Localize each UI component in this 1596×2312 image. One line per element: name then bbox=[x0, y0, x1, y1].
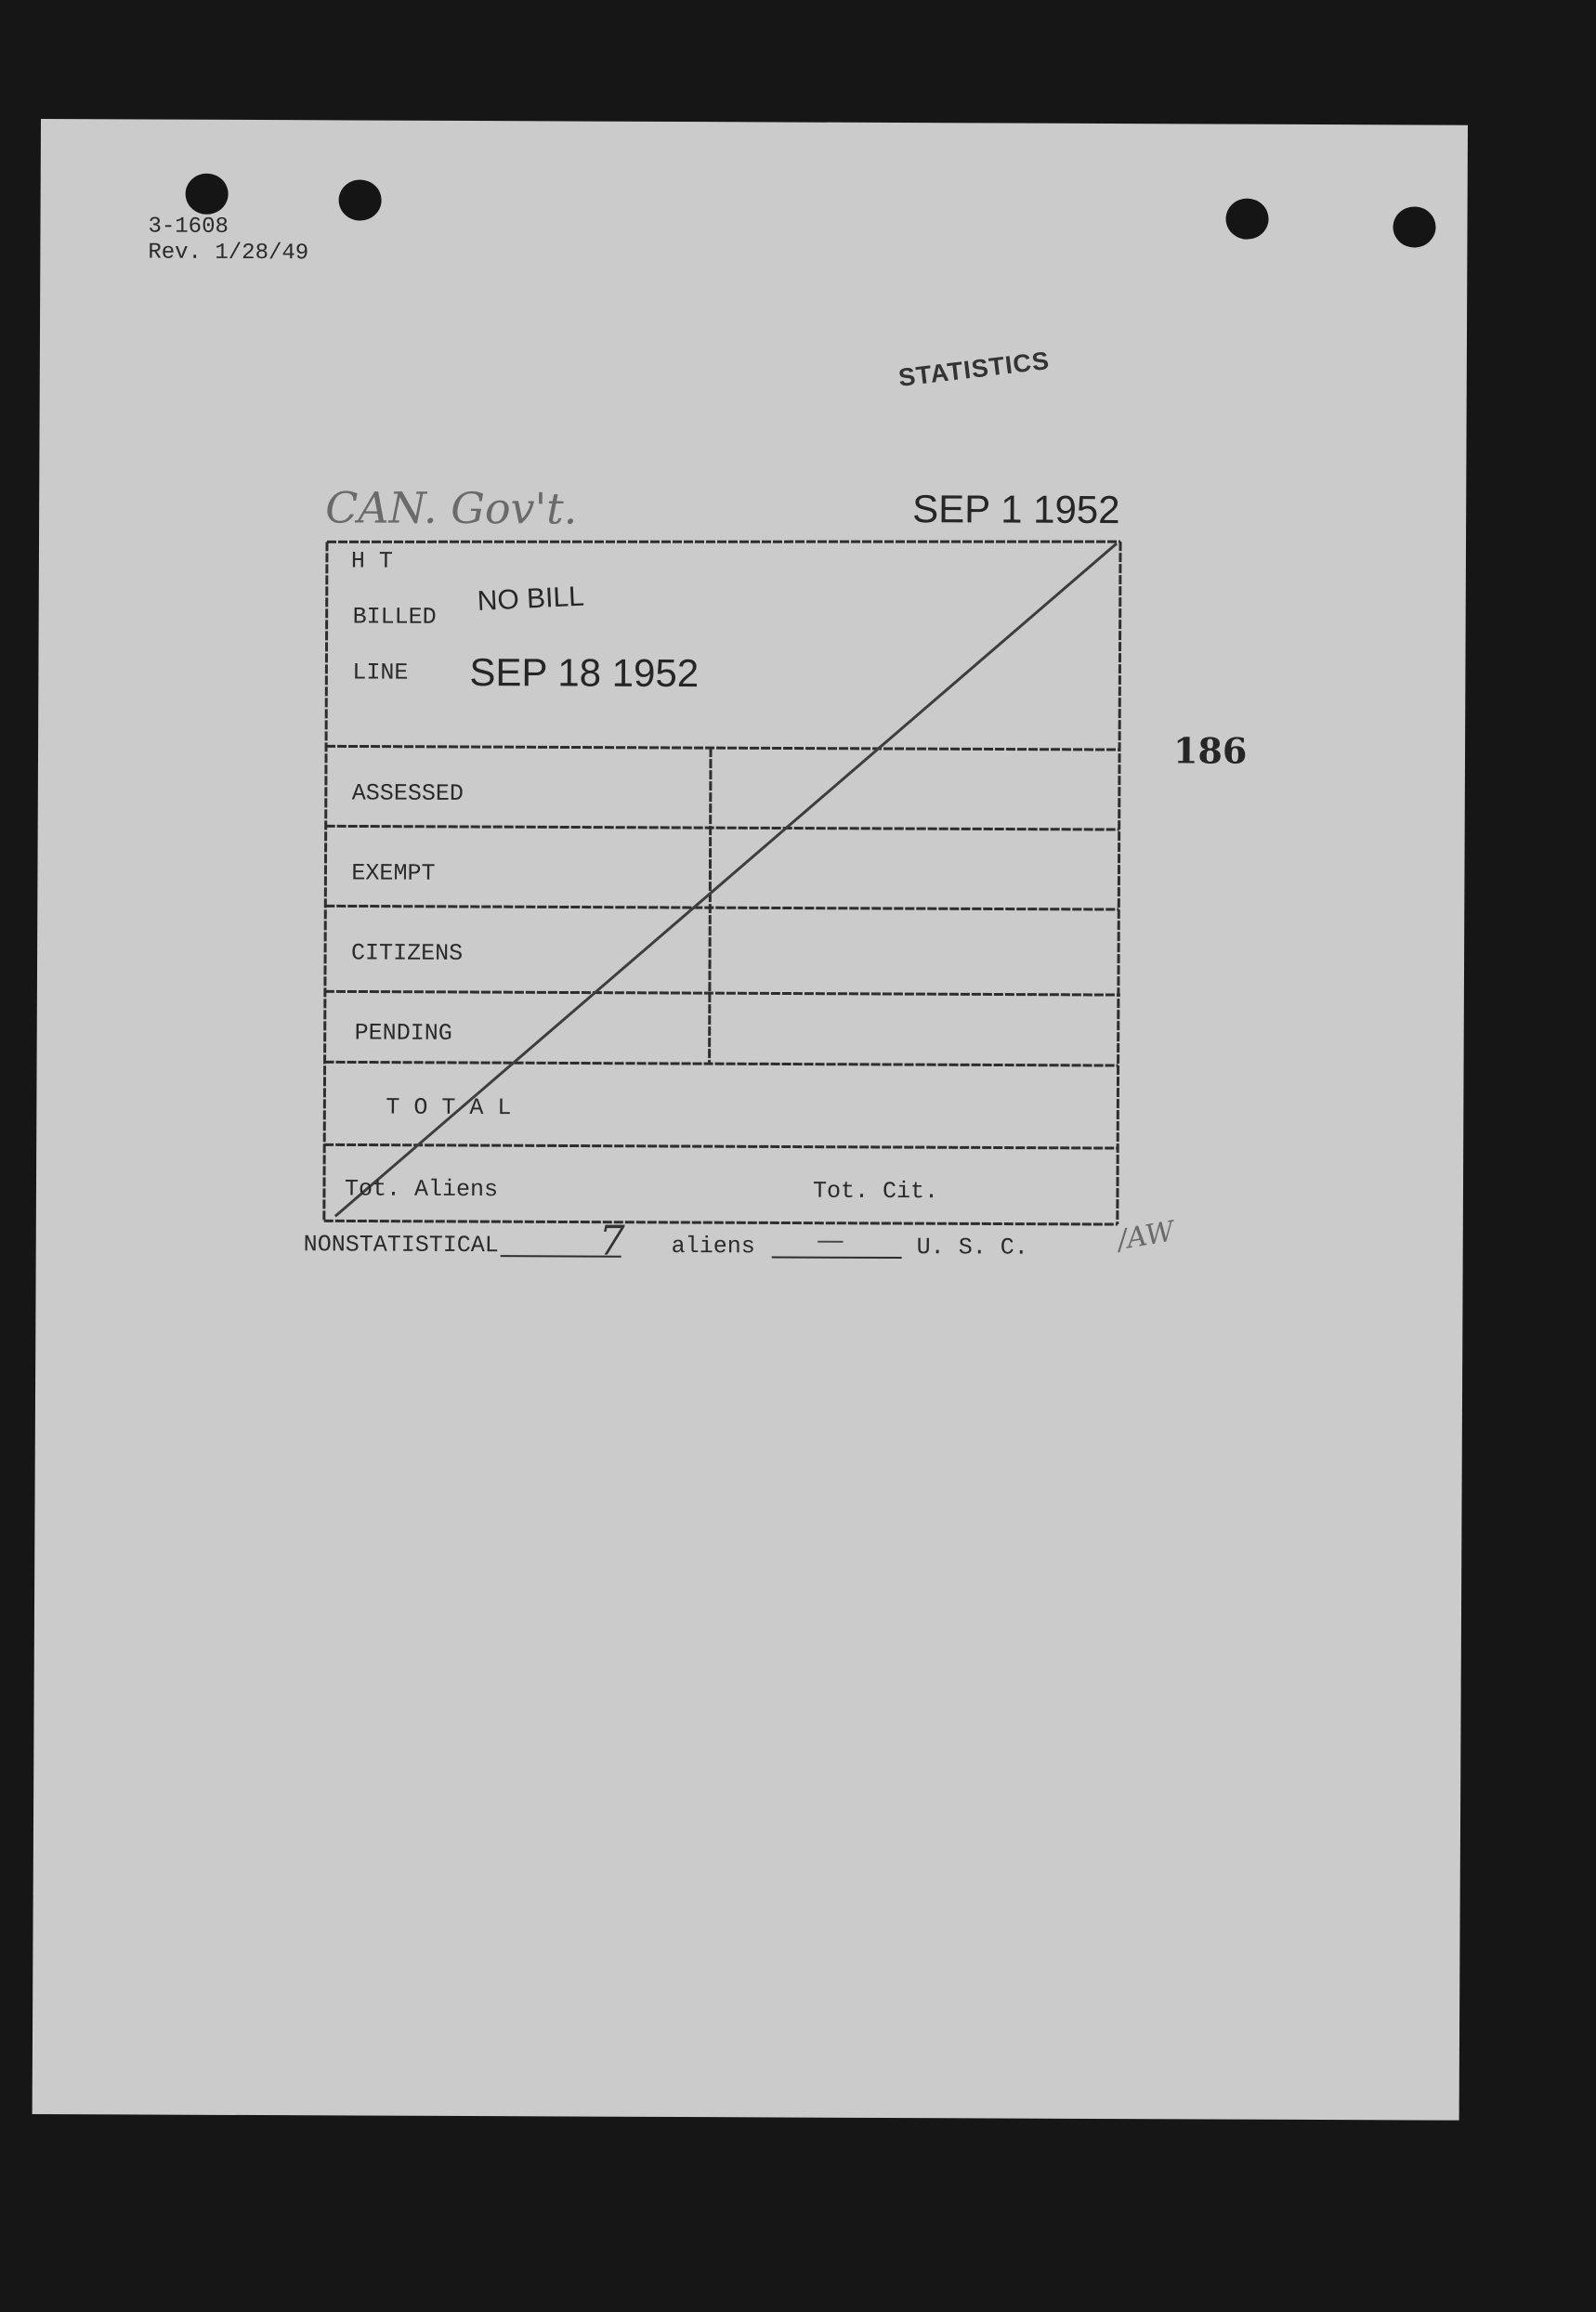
total-citizens-label: Tot. Cit. bbox=[812, 1177, 939, 1206]
form-revision: Rev. 1/28/49 bbox=[148, 240, 309, 267]
handwritten-initials: /AW bbox=[1115, 1215, 1177, 1258]
citizens-label: CITIZENS bbox=[351, 939, 464, 967]
no-bill-stamp: NO BILL bbox=[476, 581, 585, 618]
pending-label: PENDING bbox=[354, 1019, 452, 1047]
line-label: LINE bbox=[352, 659, 409, 686]
date-stamp-top: SEP 1 1952 bbox=[912, 487, 1120, 532]
form-number: 3-1608 bbox=[148, 214, 229, 240]
handwritten-aliens-count: 7 bbox=[598, 1217, 625, 1265]
aliens-label: aliens bbox=[671, 1232, 755, 1260]
usc-label: U. S. C. bbox=[916, 1234, 1028, 1261]
total-aliens-label: Tot. Aliens bbox=[344, 1175, 499, 1204]
page-number-stamp: 186 bbox=[1172, 729, 1248, 772]
total-label: T O T A L bbox=[386, 1093, 512, 1122]
assessed-label: ASSESSED bbox=[351, 779, 464, 807]
handwritten-usc-count: — bbox=[816, 1223, 844, 1257]
date-stamp-line: SEP 18 1952 bbox=[469, 650, 700, 696]
ht-label: H T bbox=[350, 547, 394, 575]
document-page bbox=[33, 119, 1468, 2121]
stats-table-lines bbox=[33, 119, 1468, 2121]
statistics-stamp: STATISTICS bbox=[896, 346, 1052, 392]
exempt-label: EXEMPT bbox=[351, 859, 436, 887]
nonstatistical-label: NONSTATISTICAL bbox=[303, 1231, 499, 1260]
billed-label: BILLED bbox=[352, 603, 437, 631]
handwritten-carrier: CAN. Gov't. bbox=[325, 482, 578, 534]
